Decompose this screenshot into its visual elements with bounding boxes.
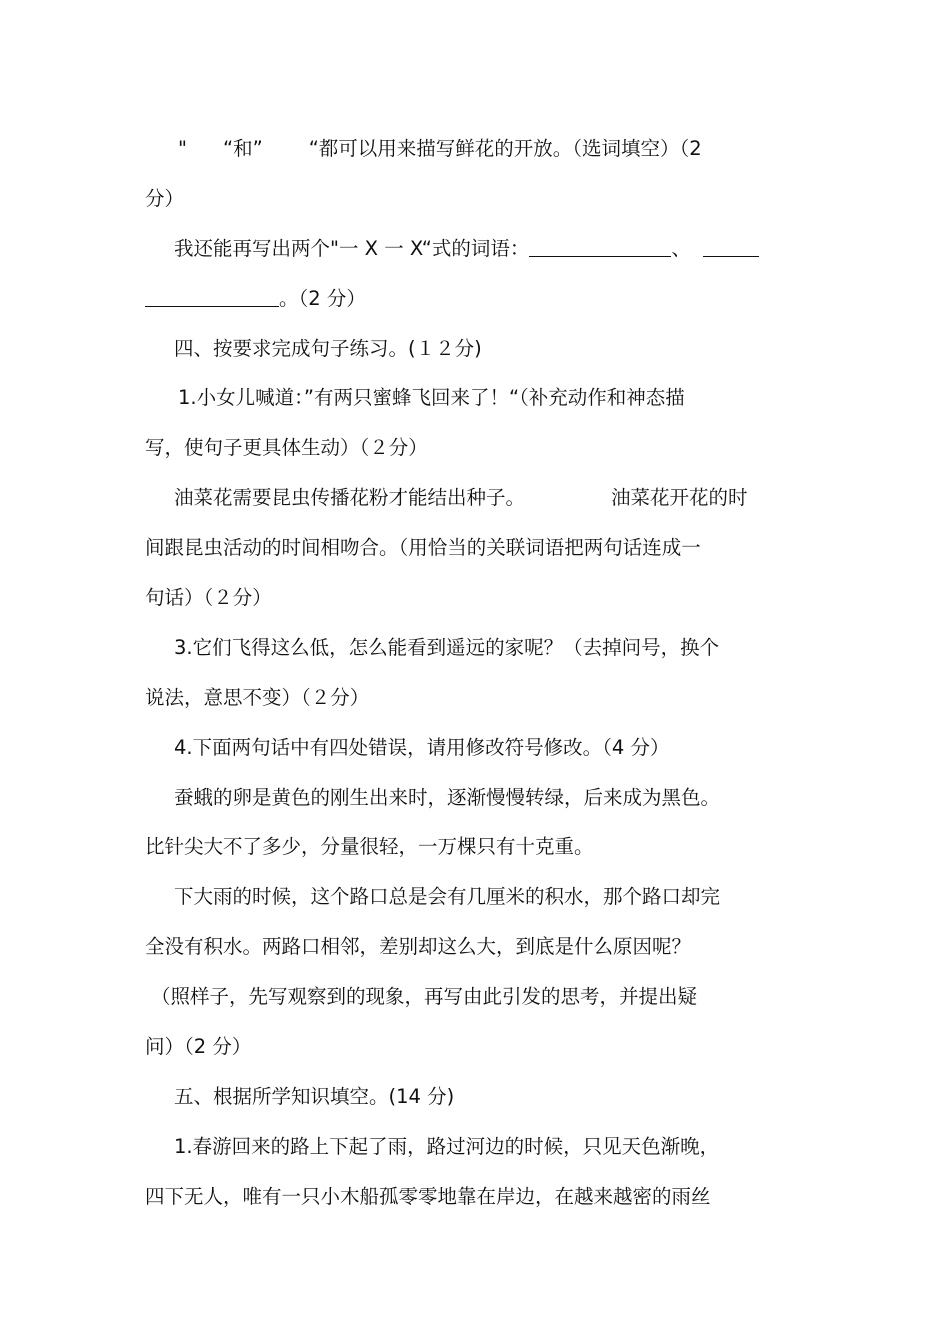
question-5: 下大雨的时候，这个路口总是会有几厘米的积水，那个路口却完 [174,885,721,909]
word-he: “和” [222,137,263,160]
text-line-1 [145,124,807,174]
text-line-3: 我还能再写出两个"一 X 一 X“式的词语： 、 [145,224,807,274]
question-3: 3.它们飞得这么低，怎么能看到遥远的家呢？（去掉问号，换个 [174,635,720,659]
question-4: 4.下面两句话中有四处错误，请用修改符号修改。（4 分） [174,735,670,759]
text-line-19: 问）（2 分） [145,1035,252,1059]
question-1: 1.小女儿喊道：”有两只蜜蜂飞回来了！“（补充动作和神态描 [178,386,685,410]
text-line-10: 句话）（２分） [145,586,272,610]
section-heading-5: 五、根据所学知识填空。(14 分) [174,1084,455,1108]
section-heading-4: 四、按要求完成句子练习。(１２分) [174,336,482,360]
text-line-17: 全没有积水。两路口相邻，差别却这么大，到底是什么原因呢？ [145,935,692,959]
text-line-7: 写，使句子更具体生动）（２分） [145,436,428,460]
answer-blank-2a[interactable] [703,235,759,256]
line-1-text: “都可以用来描写鲜花的开放。（选词填空）（2 [308,137,702,160]
text-line-18: （照样子，先写观察到的现象，再写由此引发的思考，并提出疑 [151,985,698,1009]
text-line-14: 蚕蛾的卵是黄色的刚生出来时，逐渐慢慢转绿，后来成为黑色。 [174,785,721,809]
text-line-4: 。（2 分） [145,274,807,324]
answer-blank-2b[interactable] [145,285,279,306]
text-line-15: 比针尖大不了多少，分量很轻，一万棵只有十克重。 [145,835,594,859]
answer-blank-1[interactable] [529,235,671,256]
text-line-2: 分） [145,186,185,210]
section-5-question-1: 1.春游回来的路上下起了雨，路过河边的时候，只见天色渐晚， [174,1134,720,1158]
question-2: 油菜花需要昆虫传播花粉才能结出种子。 油菜花开花的时 [174,486,748,510]
text-line-12: 说法，意思不变）（２分） [145,685,370,709]
text-line-9: 间跟昆虫活动的时间相吻合。（用恰当的关联词语把两句话连成一 [145,536,701,560]
document-body [145,124,807,1222]
text-line-22: 四下无人，唯有一只小木船孤零零地靠在岸边，在越来越密的雨丝 [145,1184,711,1208]
quote-mark: " [178,137,187,160]
